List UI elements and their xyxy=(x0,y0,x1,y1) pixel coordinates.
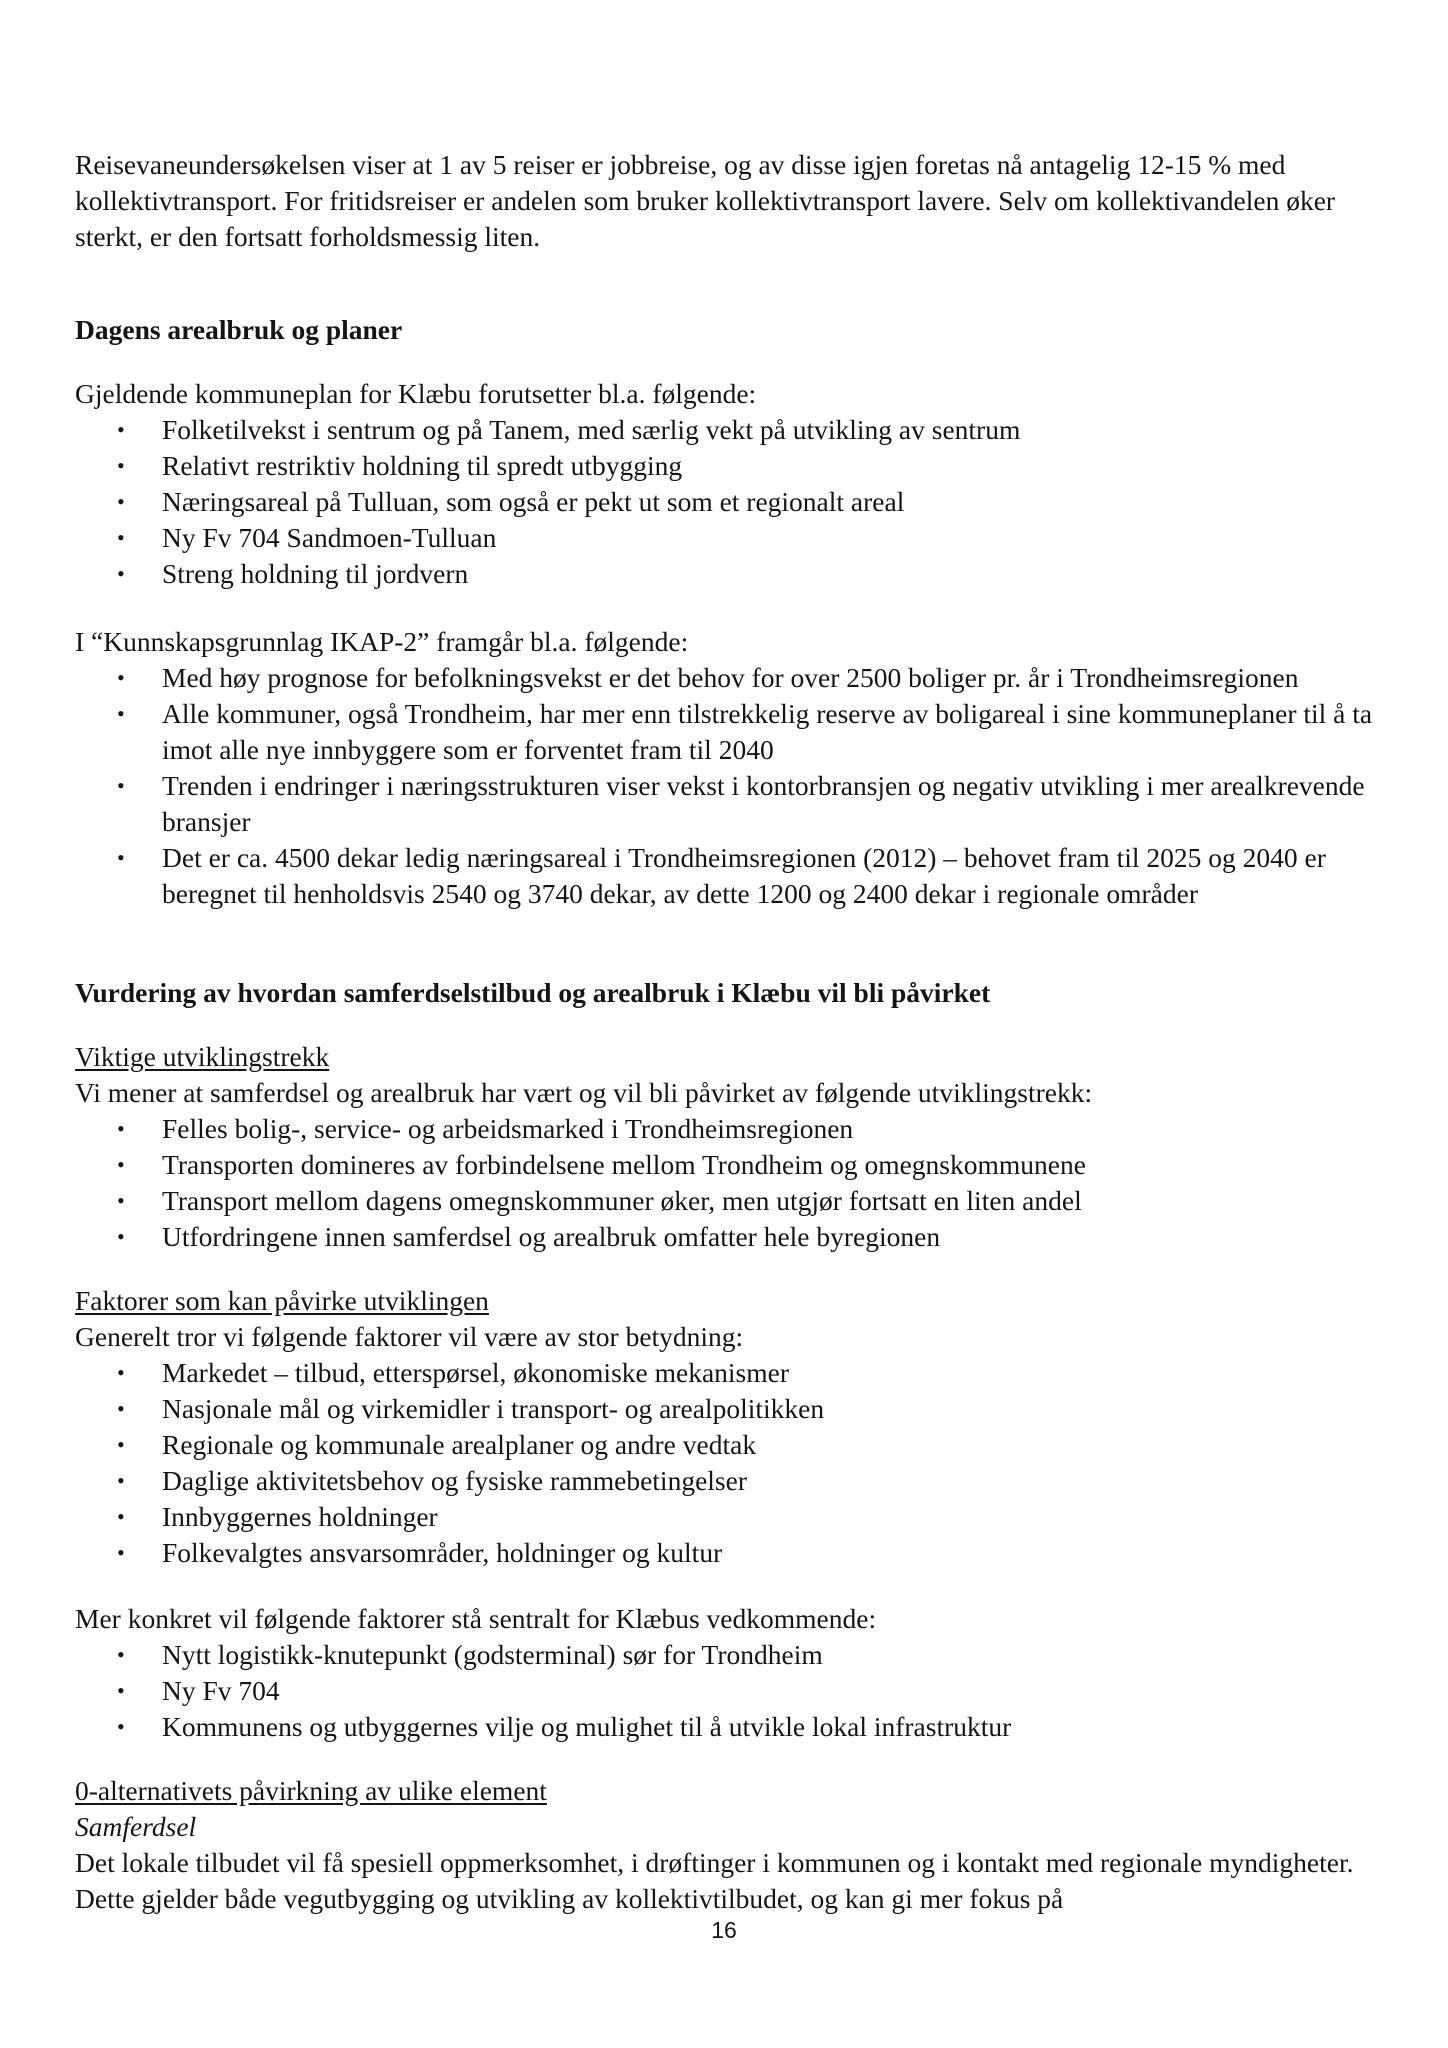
list-item: • Regionale og kommunale arealplaner og andre vedtak xyxy=(75,1427,1385,1463)
intro-paragraph: Reisevaneundersøkelsen viser at 1 av 5 reiser er jobbreise, og av disse igjen foretas nå antagelig 12-15 % med kollektivtransport. For fritidsreiser er andelen som bruker kollektivtransport lavere. Selv om kollektivandelen øker sterkt, er den fortsatt forholdsmessig liten. xyxy=(75,149,1336,252)
konkret-list xyxy=(75,1637,1385,1745)
bullet-icon: • xyxy=(117,1468,125,1493)
bullet-icon: • xyxy=(117,845,125,870)
bullet-icon: • xyxy=(117,417,125,442)
bullet-icon: • xyxy=(117,1116,125,1141)
page-number: 16 xyxy=(711,1917,737,1943)
list-item: • Ny Fv 704 xyxy=(75,1673,1385,1709)
samferdsel-paragraph: Det lokale tilbudet vil få spesiell oppmerksomhet, i drøftinger i kommunen og i kontakt med regionale myndigheter. Dette gjelder både vegutbygging og utvikling av kollektivtilbudet, og kan gi mer fokus på xyxy=(75,1847,1354,1914)
list-item: • Daglige aktivitetsbehov og fysiske rammebetingelser xyxy=(75,1463,1385,1499)
list-item: • Felles bolig-, service- og arbeidsmarked i Trondheimsregionen xyxy=(75,1111,1385,1147)
list-item: • Transport mellom dagens omegnskommuner øker, men utgjør fortsatt en liten andel xyxy=(75,1183,1385,1219)
subheading-utviklingstrekk: Viktige utviklingstrekk xyxy=(75,1041,330,1072)
konkret-intro: Mer konkret vil følgende faktorer stå sentralt for Klæbus vedkommende: xyxy=(75,1603,877,1634)
list-item: • Med høy prognose for befolkningsvekst er det behov for over 2500 boliger pr. år i Trondheimsregionen xyxy=(75,660,1385,696)
list-item: • Næringsareal på Tulluan, som også er pekt ut som et regionalt areal xyxy=(75,484,1385,520)
section-heading-vurdering: Vurdering av hvordan samferdselstilbud og arealbruk i Klæbu vil bli påvirket xyxy=(75,977,991,1008)
bullet-icon: • xyxy=(117,561,125,586)
list-item: • Utfordringene innen samferdsel og arealbruk omfatter hele byregionen xyxy=(75,1219,1385,1255)
bullet-icon: • xyxy=(117,1432,125,1457)
ikap-intro: I “Kunnskapsgrunnlag IKAP-2” framgår bl.a. følgende: xyxy=(75,626,689,657)
bullet-icon: • xyxy=(117,1360,125,1385)
list-item: • Transporten domineres av forbindelsene mellom Trondheim og omegnskommunene xyxy=(75,1147,1385,1183)
list-item: • Det er ca. 4500 dekar ledig næringsareal i Trondheimsregionen (2012) – behovet fram til 2025 og 2040 er beregnet til henholdsvis 2540 og 3740 dekar, av dette 1200 og 2400 dekar i regionale områder xyxy=(117,842,1326,909)
bullet-icon: • xyxy=(117,701,125,726)
bullet-icon: • xyxy=(117,525,125,550)
bullet-icon: • xyxy=(117,1540,125,1565)
bullet-icon: • xyxy=(117,1642,125,1667)
ikap-list xyxy=(75,660,1385,912)
bullet-icon: • xyxy=(117,1504,125,1529)
section-heading-arealbruk: Dagens arealbruk og planer xyxy=(75,314,403,345)
subheading-samferdsel: Samferdsel xyxy=(75,1811,197,1842)
list-item: • Folkevalgtes ansvarsområder, holdninger og kultur xyxy=(75,1535,1385,1571)
utviklingstrekk-list xyxy=(75,1111,1385,1255)
bullet-icon: • xyxy=(117,1224,125,1249)
list-item: • Nytt logistikk-knutepunkt (godsterminal) sør for Trondheim xyxy=(75,1637,1385,1673)
bullet-icon: • xyxy=(117,453,125,478)
list-item: • Streng holdning til jordvern xyxy=(75,556,1385,592)
bullet-icon: • xyxy=(117,773,125,798)
utviklingstrekk-intro: Vi mener at samferdsel og arealbruk har vært og vil bli påvirket av følgende utviklingstrekk: xyxy=(75,1077,1093,1108)
bullet-icon: • xyxy=(117,665,125,690)
bullet-icon: • xyxy=(117,1714,125,1739)
list-item: • Folketilvekst i sentrum og på Tanem, med særlig vekt på utvikling av sentrum xyxy=(75,412,1385,448)
bullet-icon: • xyxy=(117,1396,125,1421)
bullet-icon: • xyxy=(117,1678,125,1703)
list-item: • Nasjonale mål og virkemidler i transport- og arealpolitikken xyxy=(75,1391,1385,1427)
bullet-icon: • xyxy=(117,489,125,514)
subheading-0-alternativ: 0-alternativets påvirkning av ulike element xyxy=(75,1775,547,1806)
faktorer-intro: Generelt tror vi følgende faktorer vil være av stor betydning: xyxy=(75,1321,744,1352)
list-item: • Innbyggernes holdninger xyxy=(75,1499,1385,1535)
list-item: • Relativt restriktiv holdning til spredt utbygging xyxy=(75,448,1385,484)
list-item: • Alle kommuner, også Trondheim, har mer enn tilstrekkelig reserve av boligareal i sine kommuneplaner til å ta imot alle nye innbyggere som er forventet fram til 2040 xyxy=(117,698,1373,765)
subheading-faktorer: Faktorer som kan påvirke utviklingen xyxy=(75,1285,489,1316)
list-item: • Kommunens og utbyggernes vilje og mulighet til å utvikle lokal infrastruktur xyxy=(75,1709,1385,1745)
kommuneplan-intro: Gjeldende kommuneplan for Klæbu forutsetter bl.a. følgende: xyxy=(75,378,757,409)
list-item: • Markedet – tilbud, etterspørsel, økonomiske mekanismer xyxy=(75,1355,1385,1391)
list-item: • Trenden i endringer i næringsstrukturen viser vekst i kontorbransjen og negativ utvikling i mer arealkrevende bransjer xyxy=(117,770,1365,837)
list-item: • Ny Fv 704 Sandmoen-Tulluan xyxy=(75,520,1385,556)
bullet-icon: • xyxy=(117,1152,125,1177)
bullet-icon: • xyxy=(117,1188,125,1213)
faktorer-list xyxy=(75,1355,1385,1571)
kommuneplan-list xyxy=(75,412,1385,592)
